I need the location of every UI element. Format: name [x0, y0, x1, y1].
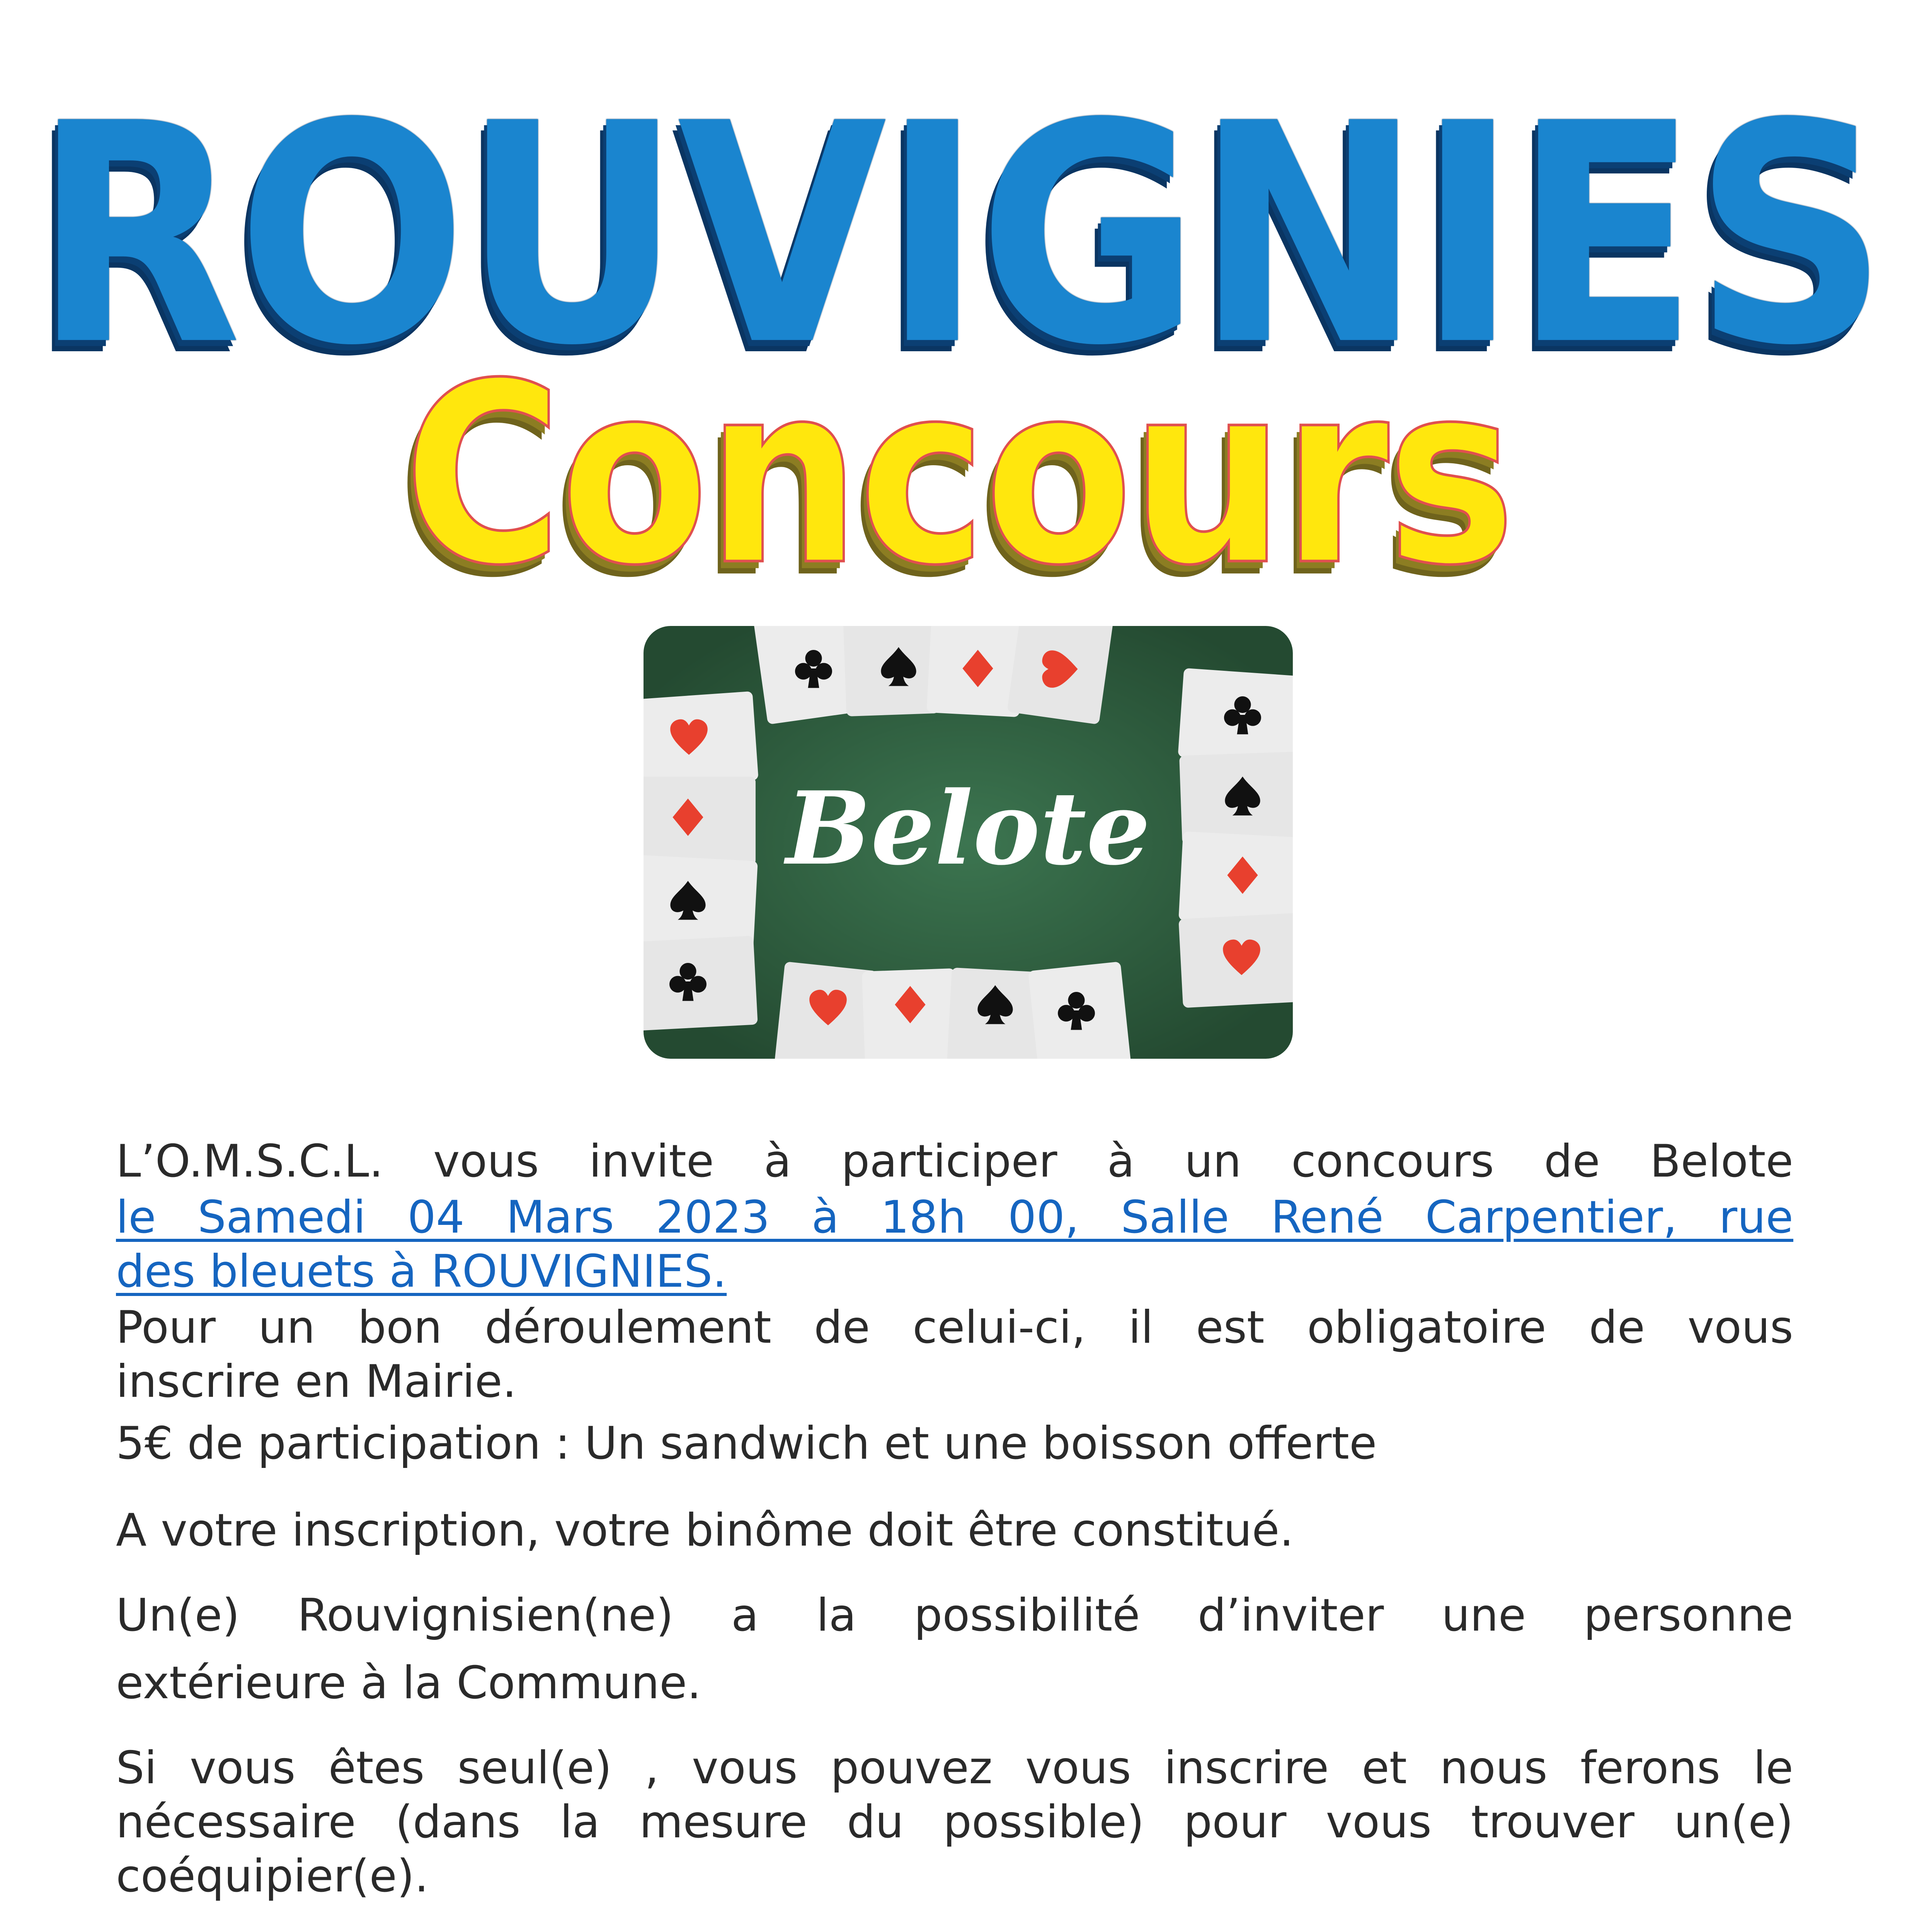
- top-cards: [752, 626, 1115, 724]
- belote-card-image: [644, 626, 1293, 1059]
- event-details-link-2[interactable]: des bleuets à ROUVIGNIES.: [116, 1245, 727, 1298]
- bottom-cards: [773, 961, 1132, 1059]
- invite-line-2: extérieure à la Commune.: [116, 1657, 701, 1709]
- registration-line-1: Pour un bon déroulement de celui-ci, il est obligatoire de vous: [116, 1301, 1793, 1354]
- invite-line-1: Un(e) Rouvignisien(ne) a la possibilité d’inviter une personne: [116, 1589, 1793, 1641]
- solo-line-1: Si vous êtes seul(e) , vous pouvez vous inscrire et nous ferons le: [116, 1742, 1793, 1794]
- belote-label: Belote: [786, 770, 1151, 888]
- page-title: ROUVIGNIES: [33, 59, 1884, 412]
- right-cards: [1178, 668, 1293, 1008]
- registration-line-2: inscrire en Mairie.: [116, 1355, 517, 1408]
- solo-line-2: nécessaire (dans la mesure du possible) pour vous trouver un(e): [116, 1796, 1793, 1848]
- event-details-link-1[interactable]: le Samedi 04 Mars 2023 à 18h 00, Salle René Carpentier, rue: [116, 1191, 1793, 1243]
- page-subtitle: Concours: [403, 330, 1514, 620]
- participation-fee: 5€ de participation : Un sandwich et une boisson offerte: [116, 1417, 1377, 1469]
- intro-line: L’O.M.S.C.L. vous invite à participer à un concours de Belote: [116, 1135, 1793, 1187]
- left-cards: [644, 691, 759, 1031]
- team-requirement: A votre inscription, votre binôme doit être constitué.: [116, 1504, 1294, 1556]
- solo-line-3: coéquipier(e).: [116, 1850, 429, 1902]
